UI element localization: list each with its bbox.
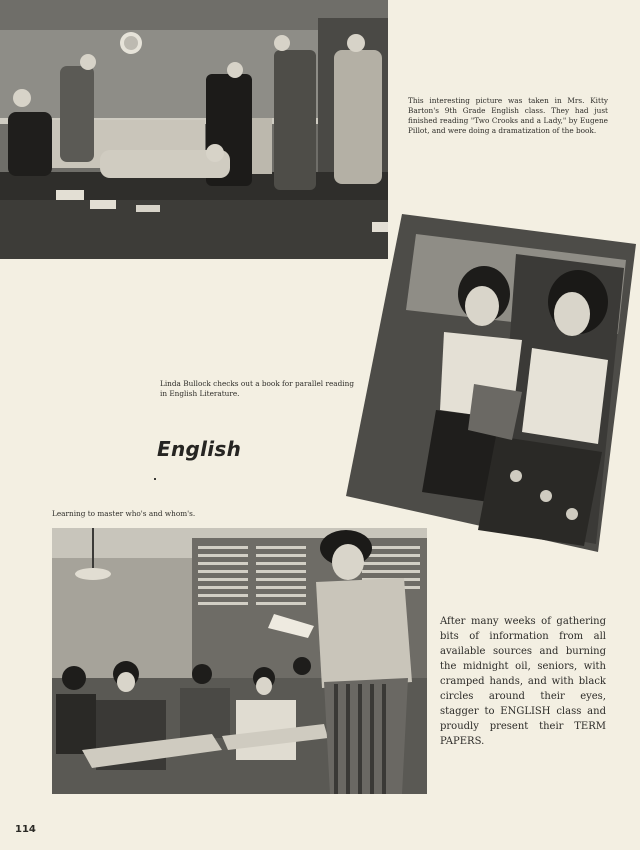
decorative-dot <box>154 478 156 480</box>
library-checkout-photo <box>346 214 636 552</box>
classroom-dramatization-photo <box>0 0 388 259</box>
caption-library: Linda Bullock checks out a book for parallel reading in English Literature. <box>160 379 354 398</box>
caption-dramatization: This interesting picture was taken in Mrs. Kitty Barton's 9th Grade English class. They had just finished reading "Two Crooks and a Lady," by Eugene Pillot, and were doing a dramatization of the book. <box>408 96 608 135</box>
caption-whos-whoms: Learning to master who's and whom's. <box>52 509 196 518</box>
section-heading: English <box>157 437 242 461</box>
classroom-lecture-photo <box>52 528 427 794</box>
english-body-text: After many weeks of gathering bits of information from all available sources and burning the midnight oil, seniors, with cramped hands, and with black circles around their eyes, stagger to ENGLISH class and proudly present their TERM PAPERS. <box>440 616 606 747</box>
page-number: 114 <box>15 824 36 835</box>
